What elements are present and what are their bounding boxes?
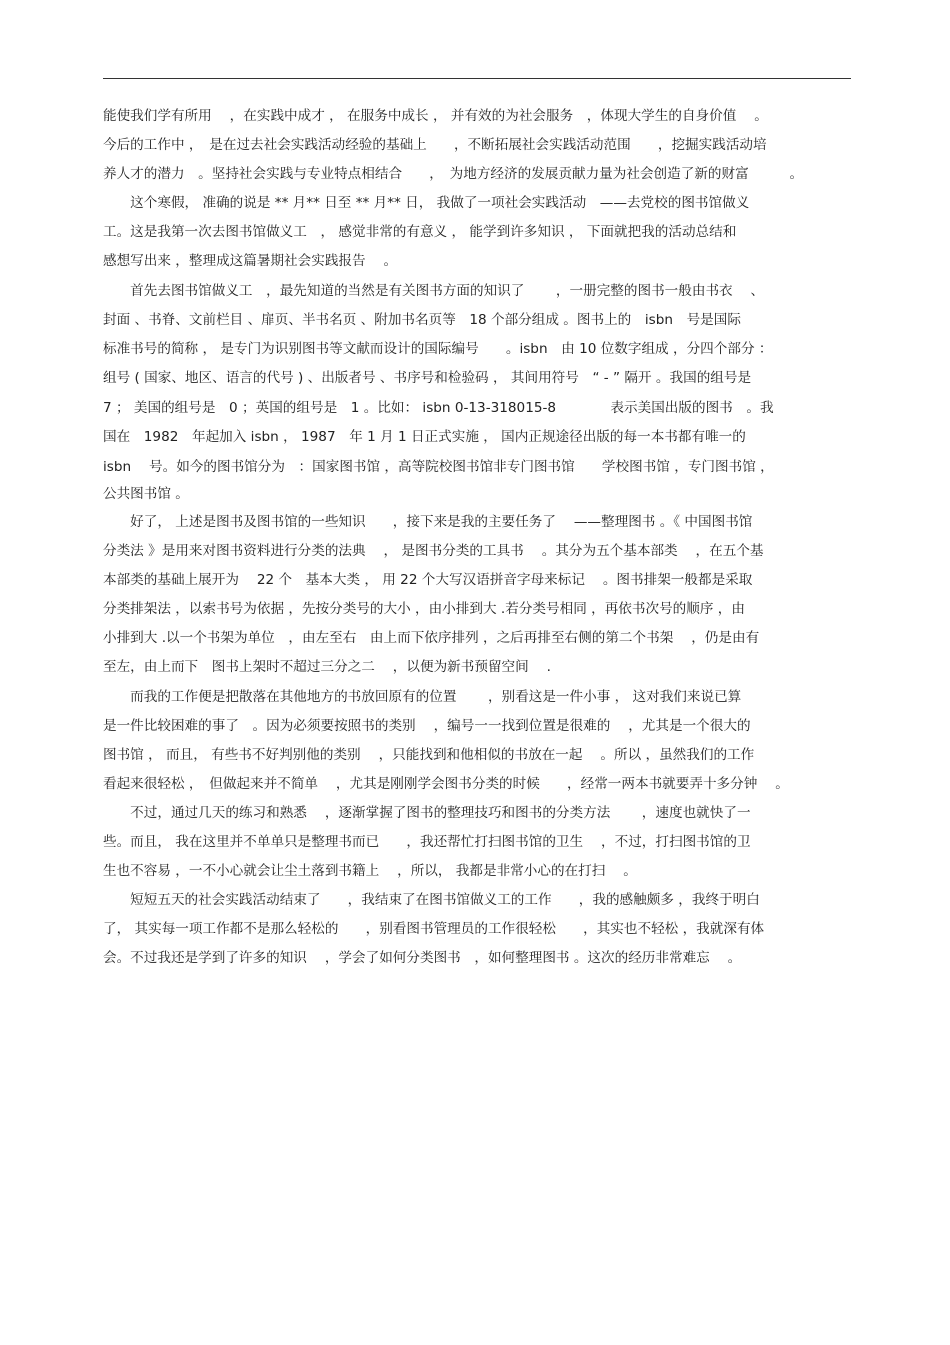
text-line: 看起来很轻松 ， 但做起来并不简单 ，尤其是刚刚学会图书分类的时候 ，经常一两本书就要弄十多分钟 。 — [103, 776, 789, 792]
text-line: 图书馆 ， 而且， 有些书不好判别他的类别 ，只能找到和他相似的书放在一起 。所以 ，虽然我们的工作 — [103, 747, 755, 763]
text-line: 这个寒假， 准确的说是 ** 月** 日至 ** 月** 日， 我做了一项社会实践活动 ——去党校的图书馆做义 — [103, 195, 750, 211]
text-line: 能使我们学有所用 ，在实践中成才 ， 在服务中成长 ， 并有效的为社会服务 ，体现大学生的自身价值 。 — [103, 108, 768, 124]
text-line: 首先去图书馆做义工 ，最先知道的当然是有关图书方面的知识了 ，一册完整的图书一般由书衣 、 — [103, 283, 765, 299]
text-line: 7 ； 美国的组号是 0 ；英国的组号是 1 。比如： isbn 0-13-318015-8 表示美国出版的图书 。我 — [103, 400, 774, 416]
text-line: 养人才的潜力 。坚持社会实践与专业特点相结合 ， 为地方经济的发展贡献力量为社会创造了新的财富 。 — [103, 166, 804, 182]
text-line: 而我的工作便是把散落在其他地方的书放回原有的位置 ，别看这是一件小事 ， 这对我们来说已算 — [103, 689, 742, 705]
text-line: 标准书号的简称 ， 是专门为识别图书等文献而设计的国际编号 。isbn 由 10 位数字组成 ，分四个部分 ： — [103, 341, 773, 357]
text-line: 本部类的基础上展开为 22 个 基本大类 ， 用 22 个大写汉语拼音字母来标记 。图书排架一般都是采取 — [103, 572, 753, 588]
text-line: isbn 号。如今的图书馆分为 ：国家图书馆 ，高等院校图书馆非专门图书馆 学校图书馆 ，专门图书馆 ， — [103, 459, 774, 475]
header-rule — [103, 78, 851, 79]
text-line: 组号 ( 国家、地区、语言的代号 ) 、出版者号 、书序号和检验码 ， 其间用符号 “ - ” 隔开 。我国的组号是 — [103, 370, 752, 386]
text-line: 国在 1982 年起加入 isbn ， 1987 年 1 月 1 日正式实施 ， 国内正规途径出版的每一本书都有唯一的 — [103, 429, 746, 445]
text-line: 封面 、书脊、文前栏目 、扉页、半书名页 、附加书名页等 18 个部分组成 。图书上的 isbn 号是国际 — [103, 312, 741, 328]
text-line: 工。这是我第一次去图书馆做义工 ， 感觉非常的有意义 ， 能学到许多知识 ， 下面就把我的活动总结和 — [103, 224, 737, 240]
text-line: 至左，由上而下 图书上架时不超过三分之二 ，以便为新书预留空间 . — [103, 659, 551, 675]
text-line: 会。不过我还是学到了许多的知识 ，学会了如何分类图书 ，如何整理图书 。这次的经历非常难忘 。 — [103, 950, 742, 966]
text-line: 今后的工作中 ， 是在过去社会实践活动经验的基础上 ，不断拓展社会实践活动范围 ，挖掘实践活动培 — [103, 137, 767, 153]
text-line: 是一件比较困难的事了 。因为必须要按照书的类别 ，编号一一找到位置是很难的 ，尤其是一个很大的 — [103, 718, 751, 734]
text-line: 小排到大 .以一个书架为单位 ，由左至右 由上而下依序排列 ，之后再排至右侧的第二个书架 ，仍是由有 — [103, 630, 760, 646]
text-line: 分类排架法 ，以索书号为依据 ，先按分类号的大小 ，由小排到大 .若分类号相同 ，再依书次号的顺序 ，由 — [103, 601, 745, 617]
text-line: 生也不容易 ，一不小心就会让尘土落到书籍上 ，所以， 我都是非常小心的在打扫 。 — [103, 863, 637, 879]
text-line: 些。而且， 我在这里并不单单只是整理书而已 ，我还帮忙打扫图书馆的卫生 ，不过，打扫图书馆的卫 — [103, 834, 751, 850]
text-line: 短短五天的社会实践活动结束了 ，我结束了在图书馆做义工的工作 ，我的感触颇多 ，我终于明白 — [103, 892, 760, 908]
text-line: 好了， 上述是图书及图书馆的一些知识 ，接下来是我的主要任务了 ——整理图书 。《 中国图书馆 — [103, 514, 753, 530]
text-line: 了， 其实每一项工作都不是那么轻松的 ，别看图书管理员的工作很轻松 ，其实也不轻松 ，我就深有体 — [103, 921, 765, 937]
text-line: 不过，通过几天的练习和熟悉 ，逐渐掌握了图书的整理技巧和图书的分类方法 ，速度也就快了一 — [103, 805, 751, 821]
text-line: 感想写出来 ，整理成这篇暑期社会实践报告 。 — [103, 253, 398, 269]
text-line: 分类法 》是用来对图书资料进行分类的法典 ， 是图书分类的工具书 。其分为五个基本部类 ，在五个基 — [103, 543, 764, 559]
text-line: 公共图书馆 。 — [103, 486, 189, 502]
